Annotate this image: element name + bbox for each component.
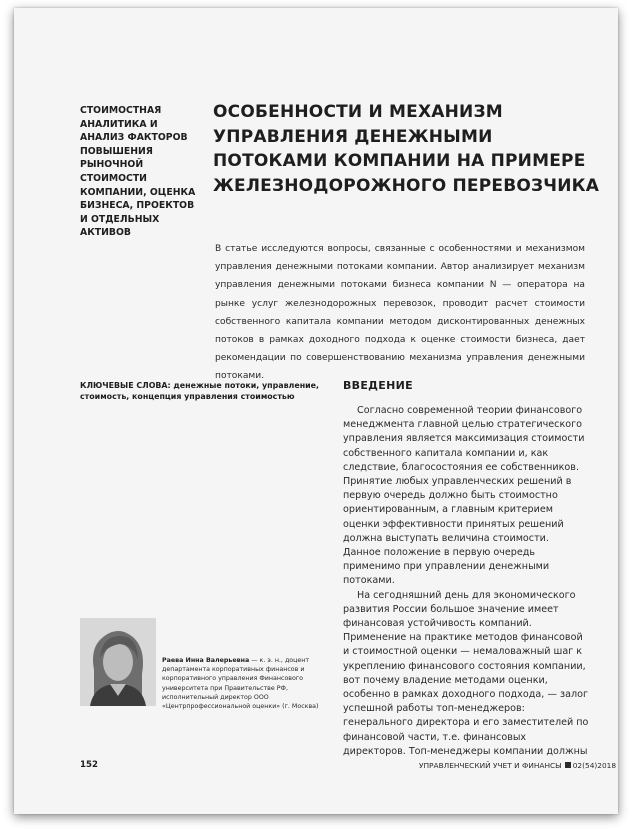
section-heading: СТОИМОСТНАЯ АНАЛИТИКА И АНАЛИЗ ФАКТОРОВ ПОВЫШЕНИЯ РЫНОЧНОЙ СТОИМОСТИ КОМПАНИИ, ОЦЕНКА БИЗНЕСА, ПРОЕКТОВ И ОТДЕЛЬНЫХ АКТИВОВ: [80, 105, 196, 239]
journal-issue: 02(54)2018: [572, 761, 617, 770]
author-photo: [80, 618, 156, 706]
author-info: [162, 656, 324, 711]
square-bullet-icon: [565, 762, 571, 768]
article-title: ОСОБЕННОСТИ И МЕХАНИЗМ УПРАВЛЕНИЯ ДЕНЕЖНЫМИ ПОТОКАМИ КОМПАНИИ НА ПРИМЕРЕ ЖЕЛЕЗНОДОРОЖНОГО ПЕРЕВОЗЧИКА: [213, 102, 600, 196]
intro-paragraph: На сегодняшний день для экономического развития России большое значение имеет финансовая устойчивость компаний. Применение на практике методов финансовой и стоимостной оценки — немаловажный шаг к укреплению финансового состояния компании, вот почему владение методами оценки, особенно в рамках доходного подхода, — залог успешной работы топ-менеджеров: генерального директора и его заместителей по финансовой части, т.е. финансовых директоров. Топ-менеджеры компании должны: [343, 589, 589, 757]
abstract: В статье исследуются вопросы, связанные с особенностями и механизмом управления денежными потоками компании. Автор анализирует механизм управления денежными потоками бизнеса компании N — оператора на рынке услуг железнодорожных перевозок, проводит расчет стоимости собственного капитала компании методом дисконтированных денежных потоков в рамках доходного подхода к оценке стоимости бизнеса, дает рекомендации по совершенствованию механизма управления денежными потоками.: [215, 244, 585, 382]
introduction-heading: ВВЕДЕНИЕ: [343, 379, 413, 392]
page-number: 152: [80, 760, 98, 770]
journal-footer: [419, 761, 616, 770]
journal-name: УПРАВЛЕНЧЕСКИЙ УЧЕТ И ФИНАНСЫ: [419, 761, 562, 770]
keywords: КЛЮЧЕВЫЕ СЛОВА: денежные потоки, управление, стоимость, концепция управления стоимостью: [80, 381, 320, 401]
intro-paragraph: Согласно современной теории финансового менеджмента главной целью стратегического управления является максимизация стоимости собственного капитала компании и, как следствие, благосостояния ее собственников. Принятие любых управленческих решений в первую очередь должно быть стоимостно ориентированным, а главным критерием оценки эффективности принятых решений должна выступать величина стоимости. Данное положение в первую очередь применимо при управлении денежными потоками.: [343, 405, 585, 587]
author-bio: — к. э. н., доцент департамента корпоративных финансов и корпоративного управления Финансового университета при Правительстве РФ, исполнительный директор ООО «Центрпрофессиональной оценки» (г. Москва): [162, 657, 319, 711]
author-name: Раева Инна Валерьевна: [162, 657, 250, 664]
introduction-text: [343, 404, 589, 759]
author-portrait-image: [80, 618, 156, 706]
